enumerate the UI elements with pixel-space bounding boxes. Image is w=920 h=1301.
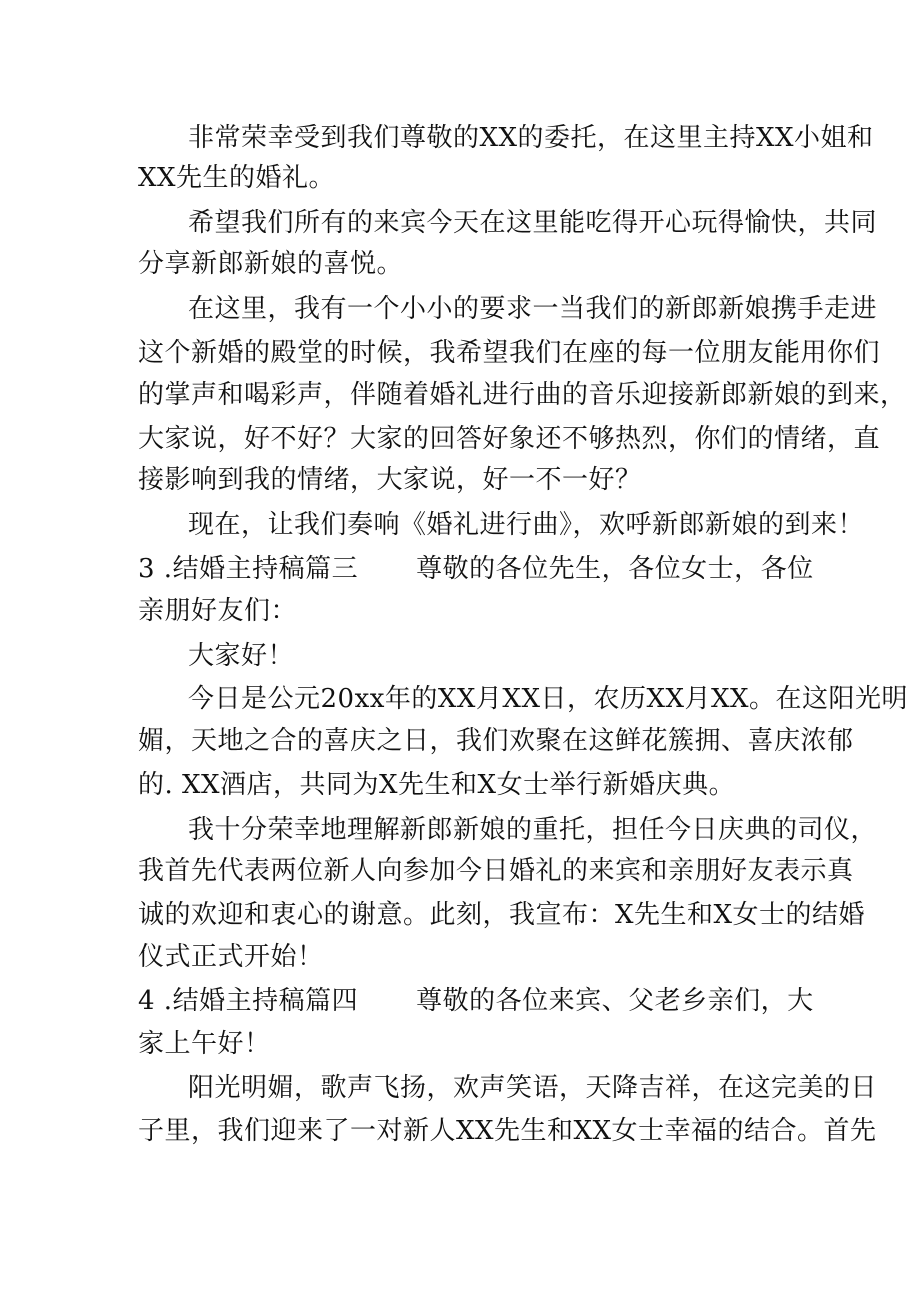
paragraph-2-line-1: 希望我们所有的来宾今天在这里能吃得开心玩得愉快，共同 [188,208,878,238]
section-heading-3-line-2: 亲朋好友们： [138,596,298,626]
paragraph-3-line-1: 在这里，我有一个小小的要求一当我们的新郎新娘携手走进 [188,294,878,324]
section-heading-4-greeting: 尊敬的各位来宾、父老乡亲们，大 [416,986,814,1016]
paragraph-3-line-3: 的掌声和喝彩声，伴随着婚礼进行曲的音乐迎接新郎新娘的到来， [138,380,907,410]
paragraph-3-line-5: 接影响到我的情绪，大家说，好一不一好？ [138,465,642,495]
paragraph-6-line-3: 的. XX酒店，共同为X先生和X女士举行新婚庆典。 [138,770,736,800]
paragraph-7-line-2: 我首先代表两位新人向参加今日婚礼的来宾和亲朋好友表示真 [138,856,854,886]
paragraph-9-line-1: 阳光明媚，歌声飞扬，欢声笑语，天降吉祥，在这完美的日 [188,1073,878,1103]
paragraph-7-line-3: 诚的欢迎和衷心的谢意。此刻，我宣布：X先生和X女士的结婚 [138,900,866,930]
paragraph-6-line-1: 今日是公元20xx年的XX月XX日，农历XX月XX。在这阳光明 [188,684,908,714]
section-heading-3 [138,551,814,587]
section-heading-3-greeting: 尊敬的各位先生，各位女士，各位 [416,554,814,584]
paragraph-5-line-1: 大家好！ [188,641,295,671]
paragraph-3-line-4: 大家说，好不好？大家的回答好象还不够热烈，你们的情绪，直 [138,424,881,454]
section-heading-4-line-2: 家上午好！ [138,1029,271,1059]
paragraph-7-line-1: 我十分荣幸地理解新郎新娘的重托，担任今日庆典的司仪， [188,815,878,845]
section-heading-4-title: 4 .结婚主持稿篇四 [138,986,359,1016]
paragraph-2-line-2: 分享新郎新娘的喜悦。 [138,249,404,279]
paragraph-1-line-1: 非常荣幸受到我们尊敬的XX的委托，在这里主持XX小姐和 [188,123,874,153]
section-heading-4 [138,983,814,1019]
paragraph-9-line-2: 子里，我们迎来了一对新人XX先生和XX女士幸福的结合。首先 [138,1116,877,1146]
paragraph-1-line-2: XX先生的婚礼。 [138,163,336,193]
paragraph-7-line-4: 仪式正式开始！ [138,942,324,972]
paragraph-3-line-2: 这个新婚的殿堂的时候，我希望我们在座的每一位朋友能用你们 [138,338,881,368]
paragraph-4-line-1: 现在，让我们奏响《婚礼进行曲》，欢呼新郎新娘的到来！ [188,510,865,540]
section-heading-3-title: 3 .结婚主持稿篇三 [138,554,359,584]
paragraph-6-line-2: 媚，天地之合的喜庆之日，我们欢聚在这鲜花簇拥、喜庆浓郁 [138,726,854,756]
